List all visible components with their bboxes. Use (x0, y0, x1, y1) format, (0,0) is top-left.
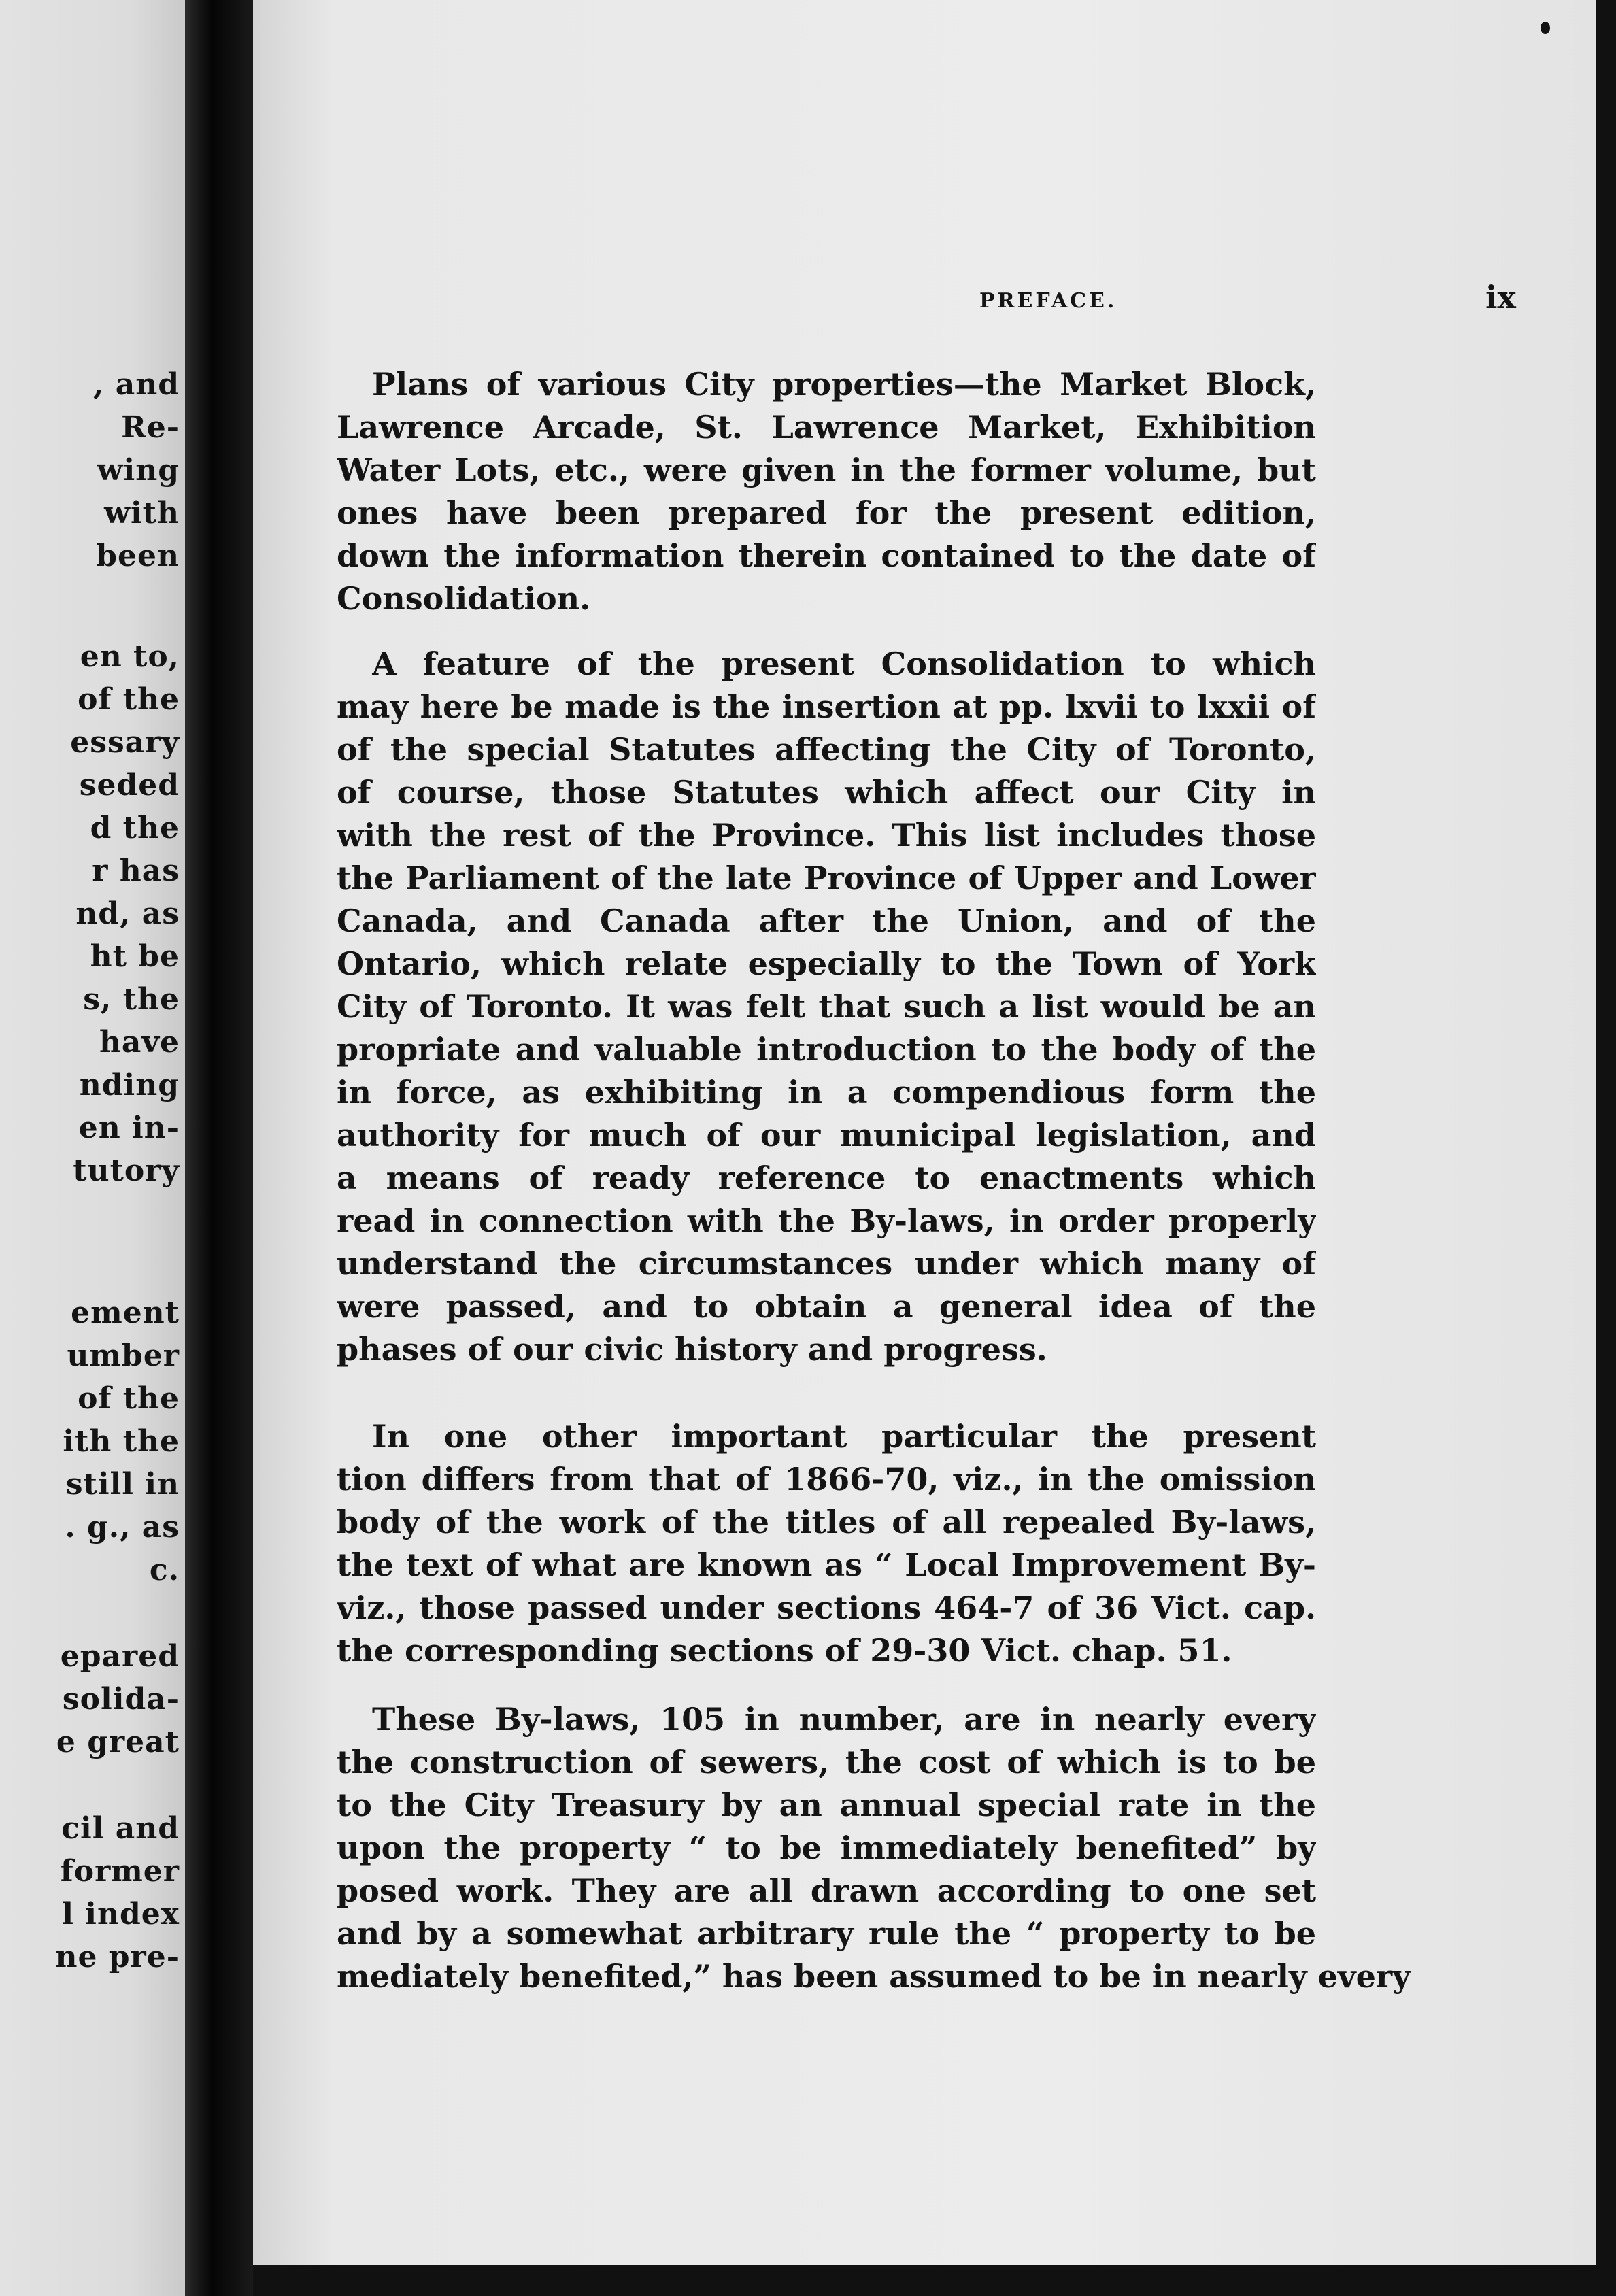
scan-border-right (1596, 0, 1616, 2296)
ink-speck (1541, 22, 1550, 34)
previous-page-line: have (99, 1025, 180, 1060)
page-number: ix (1485, 279, 1516, 316)
previous-page-line: former (60, 1854, 180, 1889)
previous-page-line: ith the (63, 1424, 180, 1459)
previous-page-line: umber (67, 1338, 180, 1373)
previous-page-line: ht be (90, 939, 180, 974)
previous-page-line: nd, as (75, 896, 180, 931)
text-line: with the rest of the Province. This list includes those (337, 817, 1316, 854)
previous-page-line: r has (92, 854, 180, 888)
text-line: were passed, and to obtain a general idea of the (337, 1288, 1316, 1325)
text-line: Consolidation. (337, 580, 591, 617)
text-line: of the special Statutes affecting the City of Toronto, (337, 731, 1316, 768)
text-line: the text of what are known as “ Local Improvement By- (337, 1547, 1316, 1583)
text-line: the corresponding sections of 29-30 Vict. chap. 51. (337, 1632, 1232, 1669)
text-line: in force, as exhibiting in a compendious form the (337, 1074, 1316, 1111)
text-line: understand the circumstances under which many of (337, 1245, 1316, 1282)
previous-page-line: seded (79, 768, 180, 803)
previous-page-line: , and (93, 367, 180, 402)
previous-page-line: . g., as (65, 1510, 180, 1544)
text-line: Canada, and Canada after the Union, and of the (337, 902, 1316, 939)
previous-page-line: Re- (121, 410, 180, 445)
text-line: and by a somewhat arbitrary rule the “ property to be (337, 1915, 1316, 1952)
text-line: viz., those passed under sections 464-7 of 36 Vict. cap. (337, 1589, 1316, 1626)
text-line: These By-laws, 105 in number, are in nearly every (372, 1701, 1316, 1738)
previous-page-line: d the (90, 811, 180, 845)
previous-page-line: ement (71, 1296, 180, 1330)
text-line: phases of our civic history and progress. (337, 1331, 1047, 1368)
previous-page-line: with (104, 496, 180, 530)
previous-page-line: still in (65, 1467, 180, 1502)
text-line: posed work. They are all drawn according to one set (337, 1872, 1316, 1909)
text-line: Lawrence Arcade, St. Lawrence Market, Exhibition (337, 409, 1316, 445)
text-line: upon the property “ to be immediately benefited” by (337, 1829, 1316, 1866)
text-line: propriate and valuable introduction to the body of the (337, 1031, 1316, 1068)
text-line: down the information therein contained to the date of (337, 537, 1316, 574)
text-line: the construction of sewers, the cost of which is to be (337, 1744, 1316, 1780)
text-line: to the City Treasury by an annual special rate in the (337, 1787, 1316, 1823)
text-line: may here be made is the insertion at pp. lxvii to lxxii of (337, 688, 1316, 725)
previous-page-line: e great (56, 1725, 180, 1759)
previous-page-line: cil and (61, 1811, 180, 1846)
book-gutter (185, 0, 253, 2296)
text-line: Water Lots, etc., were given in the former volume, but (337, 452, 1316, 488)
previous-page-line: ne pre- (55, 1940, 180, 1974)
text-line: body of the work of the titles of all repealed By-laws, (337, 1504, 1316, 1540)
text-line: Ontario, which relate especially to the Town of York (337, 945, 1316, 982)
text-line: of course, those Statutes which affect our City in (337, 774, 1316, 811)
text-line: Plans of various City properties—the Market Block, (372, 366, 1316, 403)
previous-page-line: been (96, 539, 180, 573)
previous-page-line: tutory (73, 1153, 180, 1188)
text-line: City of Toronto. It was felt that such a list would be an (337, 988, 1316, 1025)
text-line: authority for much of our municipal legislation, and (337, 1117, 1316, 1153)
text-line: read in connection with the By-laws, in order properly (337, 1202, 1316, 1239)
previous-page-line: solida- (62, 1682, 180, 1717)
text-line: tion differs from that of 1866-70, viz., in the omission (337, 1461, 1316, 1498)
text-line: mediately benefited,” has been assumed to be in nearly every (337, 1958, 1411, 1995)
text-line: In one other important particular the present (372, 1418, 1316, 1455)
previous-page-line: en to, (80, 639, 180, 674)
text-line: a means of ready reference to enactments which (337, 1160, 1316, 1196)
text-line: A feature of the present Consolidation to which (372, 645, 1316, 682)
text-line: the Parliament of the late Province of Upper and Lower (337, 860, 1316, 896)
running-head: PREFACE. (979, 289, 1117, 313)
previous-page-fragment (0, 0, 185, 2296)
previous-page-line: c. (149, 1553, 180, 1587)
previous-page-line: l index (62, 1897, 180, 1931)
previous-page-line: of the (78, 1381, 180, 1416)
text-line: ones have been prepared for the present edition, (337, 494, 1316, 531)
scan-border-bottom (253, 2265, 1596, 2296)
book-page (253, 0, 1596, 2265)
previous-page-line: epared (60, 1639, 180, 1674)
previous-page-line: of the (78, 682, 180, 717)
previous-page-line: en in- (78, 1111, 180, 1145)
previous-page-line: essary (70, 725, 180, 760)
previous-page-line: nding (79, 1068, 180, 1102)
previous-page-line: wing (97, 453, 180, 488)
previous-page-line: s, the (83, 982, 180, 1017)
